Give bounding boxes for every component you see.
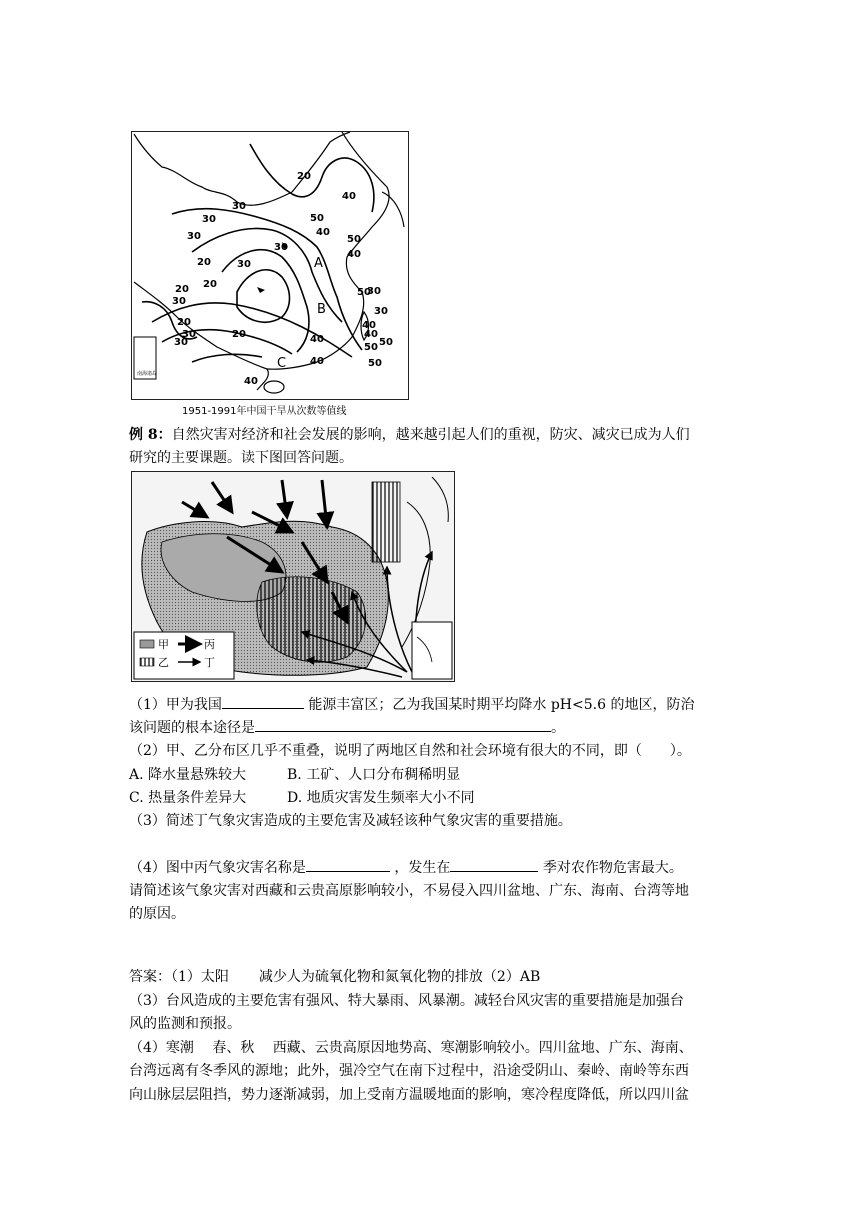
options-row-2: [129, 787, 475, 807]
question-1-text-a: （1）甲为我国: [129, 697, 222, 713]
legend-label-jia: 甲: [158, 638, 169, 651]
isoline-label: 30: [187, 231, 201, 242]
isoline-label: 50: [379, 337, 393, 348]
disaster-map-svg: [132, 472, 454, 681]
isoline-label: 40: [310, 334, 324, 345]
legend-swatch-yi: [140, 658, 154, 666]
answer-blank-2[interactable]: [255, 717, 551, 732]
isoline-label: 40: [316, 227, 330, 238]
isoline-label: 20: [177, 317, 191, 328]
map1-point-label: A: [314, 256, 323, 271]
option-c: C. 热量条件差异大: [129, 790, 247, 806]
isoline-label: 30: [232, 201, 246, 212]
drought-map-svg: [132, 132, 408, 399]
isoline-label: 30: [182, 329, 196, 340]
isoline-label: 50: [368, 358, 382, 369]
question-1-text-c: 该问题的根本途径是: [129, 720, 255, 736]
legend-label-ding: 丁: [204, 656, 215, 669]
isoline-label: 20: [203, 279, 217, 290]
example-label: 例 8：: [129, 427, 172, 443]
isoline-label: 30: [237, 259, 251, 270]
answer-blank-4[interactable]: [450, 857, 538, 872]
answer-4-line-2: 台湾远离有冬季风的源地；此外，强冷空气在南下过程中，沿途受阴山、秦岭、南岭等东西: [129, 1063, 689, 1079]
isoline-label: 40: [347, 249, 361, 260]
legend-swatch-jia: [140, 640, 154, 648]
isoline-label: 30: [274, 242, 288, 253]
question-1-line-1: [129, 694, 694, 714]
isoline-label: 40: [342, 191, 356, 202]
isoline-label: 50: [357, 287, 371, 298]
option-d: D. 地质灾害发生频率大小不同: [287, 790, 475, 806]
answer-blank-3[interactable]: [306, 857, 390, 872]
isoline-label: 50: [310, 213, 324, 224]
option-a: A. 降水量悬殊较大: [129, 767, 247, 783]
isoline-label: 30: [367, 286, 381, 297]
question-4-text-a: （4）图中丙气象灾害名称是: [129, 860, 306, 876]
option-b: B. 工矿、人口分布稠稀明显: [287, 767, 461, 783]
legend-label-yi: 乙: [158, 656, 169, 669]
answer-4-line-3: 向山脉层层阻挡，势力逐渐减弱，加上受南方温暖地面的影响，寒冷程度降低，所以四川盆: [129, 1087, 689, 1103]
example-intro-1: 自然灾害对经济和社会发展的影响，越来越引起人们的重视，防灾、减灾已成为人们: [171, 427, 690, 443]
isoline-label: 20: [175, 284, 189, 295]
answer-1-text: 减少人为硫氧化物和氮氧化物的排放（2）AB: [258, 969, 541, 985]
isoline-label: 50: [364, 342, 378, 353]
disaster-map: [131, 471, 455, 682]
question-4-line-2: 请简述该气象灾害对西藏和云贵高原影响较小，不易侵入四川盆地、广东、海南、台湾等地: [129, 883, 689, 899]
map1-point-label: B: [317, 302, 326, 317]
question-4-text-c: 季对农作物危害最大。: [542, 860, 683, 876]
question-1-text-d: 。: [551, 720, 565, 736]
answer-3-line-1: （3）台风造成的主要危害有强风、特大暴雨、风暴潮。减轻台风灾害的重要措施是加强台: [129, 993, 684, 1009]
isoline-label: 40: [364, 329, 378, 340]
options-row-1: [129, 764, 460, 784]
isoline-label: 20: [232, 329, 246, 340]
answer-1-label: 答案：（1）太阳: [129, 969, 229, 985]
question-3: （3）简述丁气象灾害造成的主要危害及减轻该种气象灾害的重要措施。: [129, 813, 572, 829]
question-4-line-1: [129, 857, 683, 877]
example-8-intro-line-1: [129, 424, 690, 444]
answer-3-line-2: 风的监测和预报。: [129, 1016, 241, 1032]
isoline-label: 40: [310, 356, 324, 367]
legend-label-bing: 丙: [204, 638, 215, 651]
question-2: （2）甲、乙分布区几乎不重叠，说明了两地区自然和社会环境有很大的不同，即（ ）。: [129, 743, 691, 759]
map1-point-label: C: [277, 356, 287, 371]
answer-line-1: [129, 966, 540, 986]
isoline-label: 40: [362, 320, 376, 331]
question-1-text-b: 能源丰富区；乙为我国某时期平均降水 pH<5.6 的地区，防治: [308, 697, 695, 713]
map1-caption: 1951-1991年中国干旱从次数等值线: [182, 406, 347, 417]
map1-legend-text: 南海诸岛: [137, 371, 158, 377]
example-8-intro-line-2: 研究的主要课题。读下图回答问题。: [129, 450, 353, 466]
isoline-label: 30: [172, 296, 186, 307]
answer-4-line-1: （4）寒潮 春、秋 西藏、云贵高原因地势高、寒潮影响较小。四川盆地、广东、海南、: [129, 1040, 693, 1056]
isoline-label: 30: [174, 337, 188, 348]
isoline-label: 30: [374, 306, 388, 317]
isoline-label: 20: [297, 171, 311, 182]
question-1-line-2: [129, 717, 565, 737]
drought-isoline-map: [131, 131, 409, 400]
isoline-label: 40: [244, 376, 258, 387]
isoline-label: 30: [202, 214, 216, 225]
isoline-label: 20: [197, 257, 211, 268]
arrow-icon: [257, 287, 265, 293]
isoline-label: 50: [347, 234, 361, 245]
question-4-line-3: 的原因。: [129, 906, 185, 922]
question-4-text-b: ，发生在: [394, 860, 451, 876]
answer-blank-1[interactable]: [222, 694, 304, 709]
